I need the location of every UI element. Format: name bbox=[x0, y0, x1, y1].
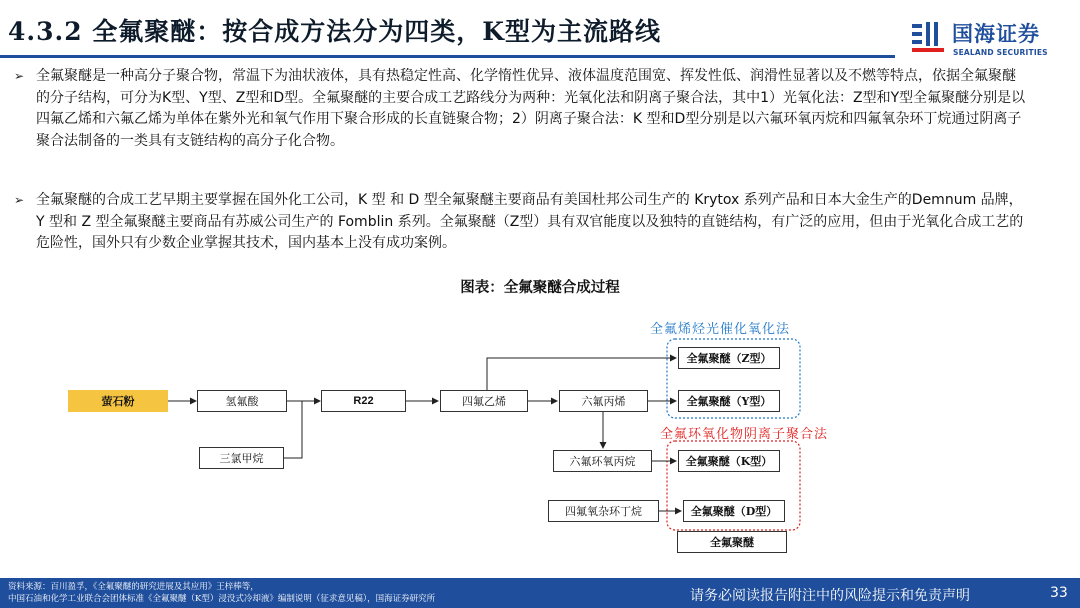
logo-chinese-name: 国海证券 bbox=[952, 22, 1040, 46]
arrow-tfe-to-pfpe-z bbox=[487, 358, 676, 390]
node-pfpe-y: 全氟聚醚（Y型） bbox=[678, 390, 780, 412]
footer-source-line-2: 中国石油和化学工业联合会团体标准《全氟聚醚（K型）浸没式冷却液》编制说明（征求意见稿），国海证券研究所 bbox=[8, 594, 436, 604]
node-fluorite: 萤石粉 bbox=[68, 390, 168, 412]
logo-english-name: SEALAND SECURITIES bbox=[953, 48, 1048, 57]
photo-oxidation-label: 全氟烯烃光催化氧化法 bbox=[650, 322, 791, 337]
footer-disclaimer: 请务必阅读报告附注中的风险提示和免责声明 bbox=[690, 588, 970, 604]
node-hexafluoropropylene-oxide: 六氟环氧丙烷 bbox=[553, 450, 652, 472]
page-title: 4.3.2 全氟聚醚：按合成方法分为四类，K型为主流路线 bbox=[8, 17, 662, 46]
bullet-arrow-icon: ➢ bbox=[14, 193, 25, 207]
bullet-arrow-icon: ➢ bbox=[14, 69, 25, 83]
bullet-text: 全氟聚醚是一种高分子聚合物，常温下为油状液体，具有热稳定性高、化学惰性优异、液体温度范围宽、挥发性低、润滑性显著以及不燃等特点，依据全氟聚醚的分子结构，可分为K型、Y型、Z型和D型。全氟聚醚的主要合成工艺路线分为两种：光氧化法和阴离子聚合法，其中1）光氧化法：Z型和Y型全氟聚醚分别是以四氟乙烯和六氟乙烯为单体在紫外光和氧气作用下聚合形成的长直链聚合物；2）阴离子聚合法：K 型和D型分别是以六氟环氧丙烷和四氟氧杂环丁烷通过阴离子聚合法制备的一类具有支链结构的高分子化合物。 bbox=[36, 68, 1026, 149]
node-r22: R22 bbox=[321, 390, 406, 412]
node-chloroform: 三氯甲烷 bbox=[199, 447, 284, 469]
node-pfpe-k: 全氟聚醚（K型） bbox=[678, 450, 780, 472]
node-hydrofluoric-acid: 氢氟酸 bbox=[197, 390, 287, 412]
node-pfpe: 全氟聚醚 bbox=[677, 531, 787, 553]
bullet-text: 全氟聚醚的合成工艺早期主要掌握在国外化工公司，K 型 和 D 型全氟聚醚主要商品有美国杜邦公司生产的 Krytox 系列产品和日本大金生产的Demnum 品牌，Y 型和 Z 型全氟聚醚主要商品有苏威公司生产的 Fomblin 系列。全氟聚醚（Z型）具有双官能度以及独特的直链结构，有广泛的应用，但由于光氧化合成工艺的危险性，国外只有少数企业掌握其技术，国内基本上没有成功案例。 bbox=[36, 192, 1024, 252]
footer-source bbox=[8, 581, 435, 605]
anion-polymerization-label: 全氟环氧化物阴离子聚合法 bbox=[660, 427, 829, 442]
node-pfpe-d: 全氟聚醚（D型） bbox=[683, 500, 785, 522]
footer-source-line-1: 资料来源：百川盈孚，《全氟聚醚的研究进展及其应用》王梓棒等， bbox=[8, 582, 259, 592]
page-number: 33 bbox=[1050, 585, 1068, 601]
node-pfpe-z: 全氟聚醚（Z型） bbox=[678, 347, 780, 369]
node-tetrafluoroethylene: 四氟乙烯 bbox=[440, 390, 528, 412]
figure-title: 图表：全氟聚醚合成过程 bbox=[460, 280, 620, 296]
node-tetrafluorooxetane: 四氟氧杂环丁烷 bbox=[548, 500, 659, 522]
node-hexafluoropropylene: 六氟丙烯 bbox=[559, 390, 648, 412]
